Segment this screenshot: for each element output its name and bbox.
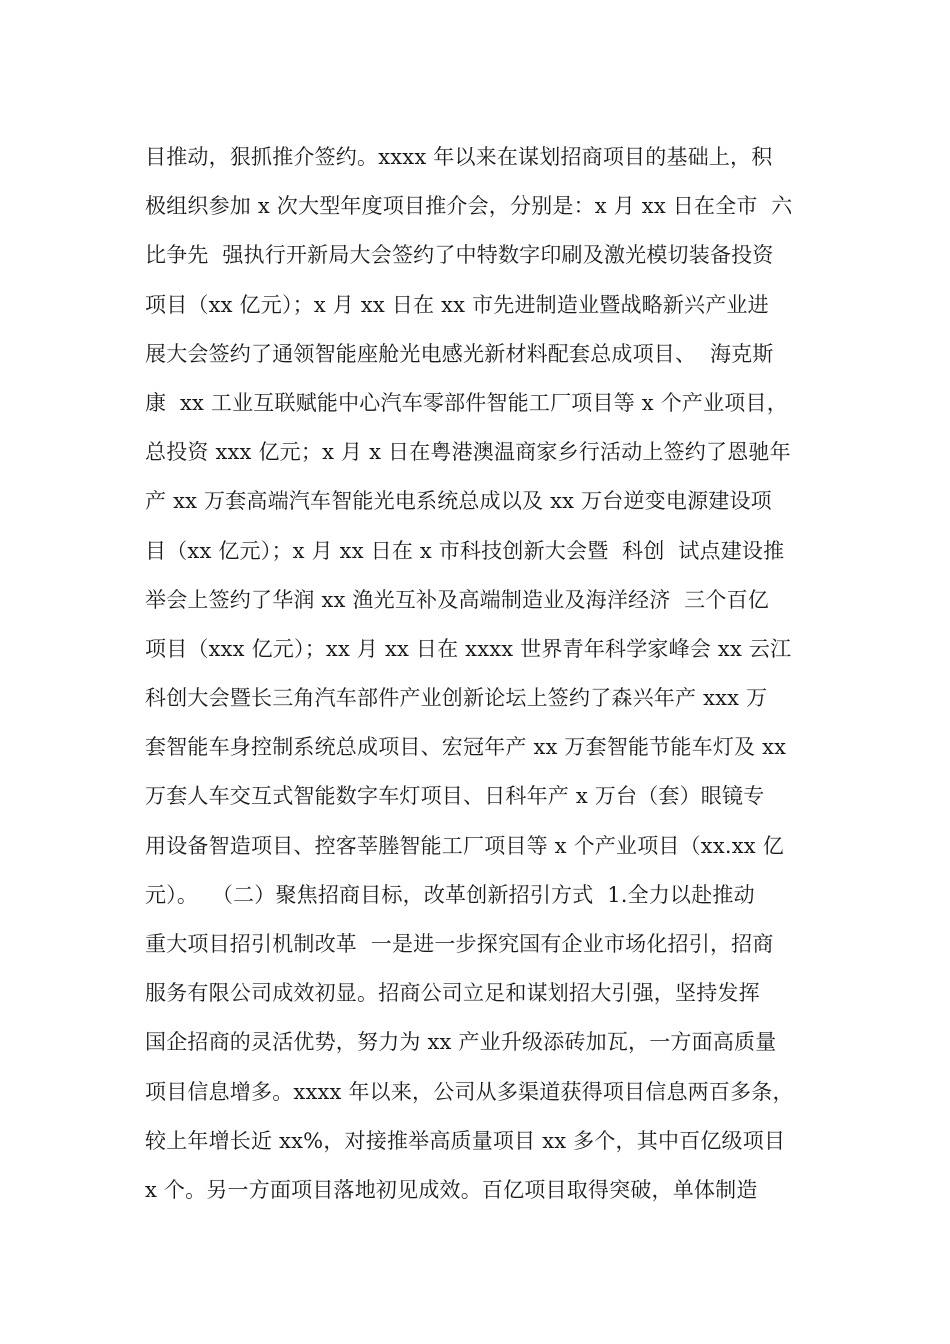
body-text bbox=[145, 133, 845, 1215]
text-line: 套智能车身控制系统总成项目、宏冠年产 xx 万套智能节能车灯及 xx bbox=[145, 735, 787, 760]
text-line: 项目信息增多。xxxx 年以来，公司从多渠道获得项目信息两百多条， bbox=[145, 1079, 794, 1104]
text-line: 万套人车交互式智能数字车灯项目、日科年产 x 万台（套）眼镜专 bbox=[145, 784, 765, 809]
text-line: x 个。另一方面项目落地初见成效。百亿项目取得突破，单体制造 bbox=[145, 1177, 758, 1202]
text-line: 较上年增长近 xx%，对接推举高质量项目 xx 多个，其中百亿级项目 bbox=[145, 1128, 786, 1153]
text-line: 产 xx 万套高端汽车智能光电系统总成以及 xx 万台逆变电源建设项 bbox=[145, 489, 772, 514]
text-line: 项目（xx 亿元）；x 月 xx 日在 xx 市先进制造业暨战略新兴产业进 bbox=[145, 292, 769, 317]
text-line: 目（xx 亿元）；x 月 xx 日在 x 市科技创新大会暨 科创 试点建设推 bbox=[145, 538, 785, 563]
text-line: 比争先 强执行开新局大会签约了中特数字印刷及激光模切装备投资 bbox=[145, 243, 774, 268]
text-line: 重大项目招引机制改革 一是进一步探究国有企业市场化招引，招商 bbox=[145, 932, 774, 956]
text-line: 国企招商的灵活优势，努力为 xx 产业升级添砖加瓦，一方面高质量 bbox=[145, 1030, 777, 1055]
text-line: 元）。 （二）聚焦招商目标，改革创新招引方式 1.全力以赴推动 bbox=[145, 882, 755, 907]
text-line: 举会上签约了华润 xx 渔光互补及高端制造业及海洋经济 三个百亿 bbox=[145, 587, 769, 612]
text-line: 极组织参加 x 次大型年度项目推介会，分别是：x 月 xx 日在全市 六 bbox=[145, 194, 793, 219]
text-line: 展大会签约了通领智能座舱光电感光新材料配套总成项目、 海克斯 bbox=[145, 341, 774, 366]
text-line: 服务有限公司成效初显。招商公司立足和谋划招大引强，坚持发挥 bbox=[145, 981, 760, 1006]
text-line: 康 xx 工业互联赋能中心汽车零部件智能工厂项目等 x 个产业项目， bbox=[145, 390, 788, 415]
text-line: 用设备智造项目、控客莘塍智能工厂项目等 x 个产业项目（xx.xx 亿 bbox=[145, 833, 784, 858]
text-line: 目推动，狠抓推介签约。xxxx 年以来在谋划招商项目的基础上，积 bbox=[145, 145, 773, 169]
text-line: 科创大会暨长三角汽车部件产业创新论坛上签约了森兴年产 xxx 万 bbox=[145, 686, 768, 711]
text-line: 项目（xxx 亿元）；xx 月 xx 日在 xxxx 世界青年科学家峰会 xx 云江 bbox=[145, 636, 792, 661]
text-line: 总投资 xxx 亿元；x 月 x 日在粤港澳温商家乡行活动上签约了恩驰年 bbox=[145, 440, 791, 465]
